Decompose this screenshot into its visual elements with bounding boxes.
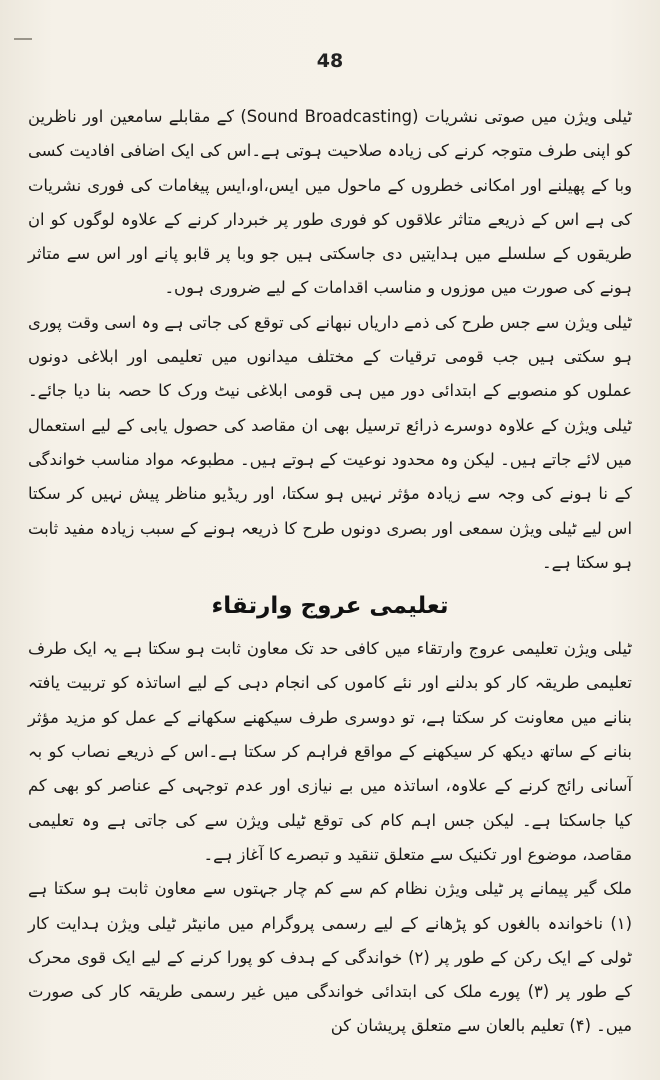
paragraph-sound-broadcasting: ٹیلی ویژن میں صوتی نشریات (Sound Broadcasting) کے مقابلے سامعین اور ناظرین کو اپنی طرف متوجہ کرنے کی زیادہ صلاحیت ہوتی ہے۔اس کی ایک اضافی افادیت کسی وبا کے پھیلنے اور امکانی خطروں کے ماحول میں ایس،او،ایس پیغامات کی فوری نشریات کی ہے اس کے ذریعے متاثر علاقوں کو فوری طور پر خبردار کرنے کے علاوہ لوگوں کو ان طریقوں کے سلسلے میں ہدایتیں دی جاسکتی ہیں جو وبا پر قابو پانے اور اس سے متاثر ہونے کی صورت میں موزوں و مناسب اقدامات کے لیے ضروری ہوں۔	[28, 107, 632, 298]
paragraph-national-network: ٹیلی ویژن سے جس طرح کی ذمے داریاں نبھانے کی توقع کی جاتی ہے وہ اسی وقت پوری ہو سکتی ہیں جب قومی ترقیات کے مختلف میدانوں میں تعلیمی اور ابلاغی دونوں عملوں کو منصوبے کے ابتدائی دور میں ہی قومی ابلاغی نیٹ ورک کا حصہ بنا دیا جائے۔ ٹیلی ویژن کے علاوہ دوسرے ذرائع ترسیل بھی ان مقاصد کی حصول یابی کے لیے استعمال میں لائے جاتے ہیں۔ لیکن وہ محدود نوعیت کے ہوتے ہیں۔ مطبوعہ مواد مناسب خواندگی کے نا ہونے کی وجہ سے زیادہ مؤثر نہیں ہو سکتا، اور ریڈیو مناظر پیش نہیں کر سکتا اس لیے ٹیلی ویژن سمعی اور بصری دونوں طرح کا ذریعہ ہونے کے سبب زیادہ مفید ثابت ہو سکتا ہے۔	[28, 312, 632, 572]
page-number: 48	[316, 50, 344, 72]
page-edge-mark	[14, 38, 32, 40]
paragraph-educational-progress: ٹیلی ویژن تعلیمی عروج وارتقاء میں کافی حد تک معاون ثابت ہو سکتا ہے یہ ایک طرف تعلیمی طریقہ کار کو بدلنے اور نئے کاموں کی انجام دہی کے لیے اساتذہ کو تربیت یافتہ بنانے میں معاونت کر سکتا ہے، تو دوسری طرف سیکھنے سکھانے کے عمل کو مزید مؤثر بنانے کے ساتھ دیکھ کر سیکھنے کے مواقع فراہم کر سکتا ہے۔اس کے ذریعے نصاب کو بہ آسانی رائج کرنے کے علاوہ، اساتذہ میں بے نیازی اور عدم توجہی کے عناصر کو بھی کم کیا جاسکتا ہے۔ لیکن جس اہم کام کی توقع ٹیلی ویژن سے کی جاتی ہے وہ تعلیمی مقاصد، موضوع اور تکنیک سے متعلق تنقید و تبصرے کا آغاز ہے۔	[28, 639, 632, 864]
paragraph-four-dimensions: ملک گیر پیمانے پر ٹیلی ویژن نظام کم سے کم چار جہتوں سے معاون ثابت ہو سکتا ہے (۱) ناخواندہ بالغوں کو پڑھانے کے لیے رسمی پروگرام میں مانیٹر ٹیلی ویژن ہدایت کار ٹولی کے ایک رکن کے طور پر (۲) خواندگی کے ہدف کو پورا کرنے کے لیے ایک قوی محرک کے طور پر (۳) پورے ملک کی ابتدائی خواندگی میں غیر رسمی طریقہ کار کی صورت میں۔ (۴) تعلیم بالعان سے متعلق پریشان کن	[28, 879, 632, 1036]
section-heading: تعلیمی عروج وارتقاء	[211, 593, 449, 620]
page-body	[28, 100, 632, 1044]
